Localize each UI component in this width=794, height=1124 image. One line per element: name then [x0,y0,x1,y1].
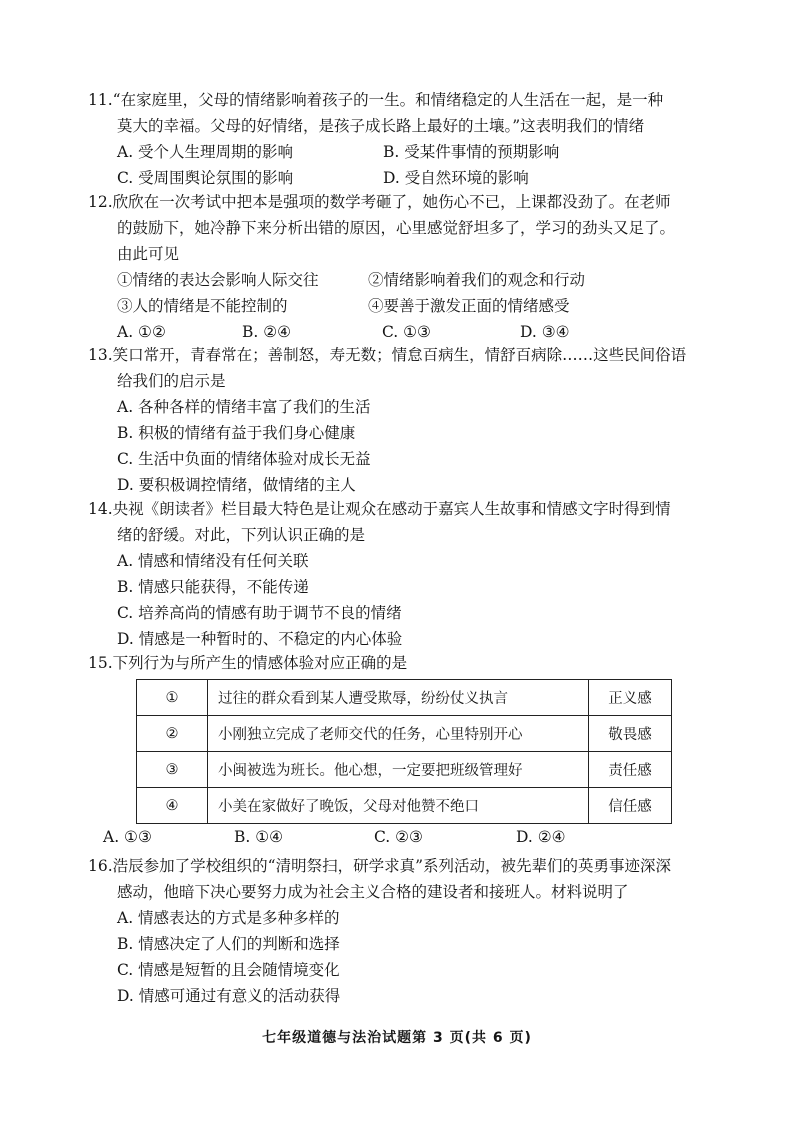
question-11-option-a: A. 受个人生理周期的影响 [117,143,294,161]
question-11 [88,87,728,191]
table-cell-action: 小美在家做好了晚饭，父母对他赞不绝口 [208,788,589,824]
question-15-options [88,824,728,850]
question-12-option-a: A. ①② [117,323,166,341]
question-16-stem-line-2: 感动，他暗下决心要努力成为社会主义合格的建设者和接班人。材料说明了 [117,883,629,901]
table-cell-action: 小闽被选为班长。他心想，一定要把班级管理好 [208,752,589,788]
question-13-option-d: D. 要积极调控情绪，做情绪的主人 [117,476,356,494]
question-16-option-b: B. 情感决定了人们的判断和选择 [117,935,340,953]
question-15-option-a: A. ①③ [103,828,152,846]
question-16-stem-line-1: 16.浩辰参加了学校组织的“清明祭扫，研学求真”系列活动，被先辈们的英勇事迹深深 [88,857,672,875]
question-12-statement-1: ①情绪的表达会影响人际交往 [117,271,319,289]
table-cell-number: ② [137,716,208,752]
question-13-option-b: B. 积极的情绪有益于我们身心健康 [117,424,356,442]
question-15-option-d: D. ②④ [516,828,566,846]
table-cell-number: ③ [137,752,208,788]
table-row [137,788,672,824]
table-row [137,752,672,788]
question-12 [88,189,728,345]
table-cell-emotion: 信任感 [589,788,672,824]
question-12-statement-2: ②情绪影响着我们的观念和行动 [368,271,586,289]
question-12-stem-line-2: 的鼓励下，她冷静下来分析出错的原因，心里感觉舒坦多了，学习的劲头又足了。 [117,219,676,237]
question-16-option-a: A. 情感表达的方式是多种多样的 [117,909,340,927]
question-12-statement-4: ④要善于激发正面的情绪感受 [368,297,570,315]
question-12-option-b: B. ②④ [242,323,292,341]
question-14-option-c: C. 培养高尚的情感有助于调节不良的情绪 [117,604,402,622]
question-13-stem-line-2: 给我们的启示是 [117,372,226,390]
question-12-option-d: D. ③④ [520,323,570,341]
question-15-option-b: B. ①④ [234,828,284,846]
question-15-stem-line-1: 15.下列行为与所产生的情感体验对应正确的是 [88,654,408,672]
page-footer: 七年级道德与法治试题第 3 页(共 6 页) [262,1030,532,1046]
table-cell-emotion: 敬畏感 [589,716,672,752]
question-16-option-d: D. 情感可通过有意义的活动获得 [117,987,341,1005]
question-12-option-c: C. ①③ [382,323,431,341]
question-13-option-a: A. 各种各样的情绪丰富了我们的生活 [117,398,371,416]
question-14-stem-line-2: 绪的舒缓。对此，下列认识正确的是 [117,526,366,544]
question-14-option-d: D. 情感是一种暂时的、不稳定的内心体验 [117,630,403,648]
table-cell-action: 过往的群众看到某人遭受欺辱，纷纷仗义执言 [208,680,589,716]
table-cell-emotion: 责任感 [589,752,672,788]
table-row [137,680,672,716]
question-11-option-c: C. 受周围舆论氛围的影响 [117,169,294,187]
question-11-stem-line-2: 莫大的幸福。父母的好情绪，是孩子成长路上最好的土壤。”这表明我们的情绪 [117,117,645,135]
question-16-option-c: C. 情感是短暂的且会随情境变化 [117,961,340,979]
question-14-option-a: A. 情感和情绪没有任何关联 [117,552,309,570]
question-14-stem-line-1: 14.央视《朗读者》栏目最大特色是让观众在感动于嘉宾人生故事和情感文字时得到情 [88,500,671,518]
question-12-statement-3: ③人的情绪是不能控制的 [117,297,288,315]
question-13 [88,342,728,498]
question-14-option-b: B. 情感只能获得，不能传递 [117,578,309,596]
question-16 [88,853,728,1009]
question-13-option-c: C. 生活中负面的情绪体验对成长无益 [117,450,371,468]
table-cell-action: 小刚独立完成了老师交代的任务，心里特别开心 [208,716,589,752]
table-cell-number: ④ [137,788,208,824]
question-14 [88,496,728,652]
question-11-stem-line-1: 11.“在家庭里，父母的情绪影响着孩子的一生。和情绪稳定的人生活在一起，是一种 [88,91,664,109]
behavior-emotion-table [136,679,672,824]
question-15-option-c: C. ②③ [374,828,423,846]
table-row [137,716,672,752]
question-12-stem-line-3: 由此可见 [117,245,180,263]
question-11-option-d: D. 受自然环境的影响 [383,169,529,187]
question-11-option-b: B. 受某件事情的预期影响 [383,143,560,161]
table-cell-emotion: 正义感 [589,680,672,716]
question-15 [88,650,728,676]
question-12-stem-line-1: 12.欣欣在一次考试中把本是强项的数学考砸了，她伤心不已，上课都没劲了。在老师 [88,193,671,211]
table-cell-number: ① [137,680,208,716]
question-13-stem-line-1: 13.笑口常开，青春常在；善制怒，寿无数；情怠百病生，情舒百病除……这些民间俗语 [88,346,687,364]
